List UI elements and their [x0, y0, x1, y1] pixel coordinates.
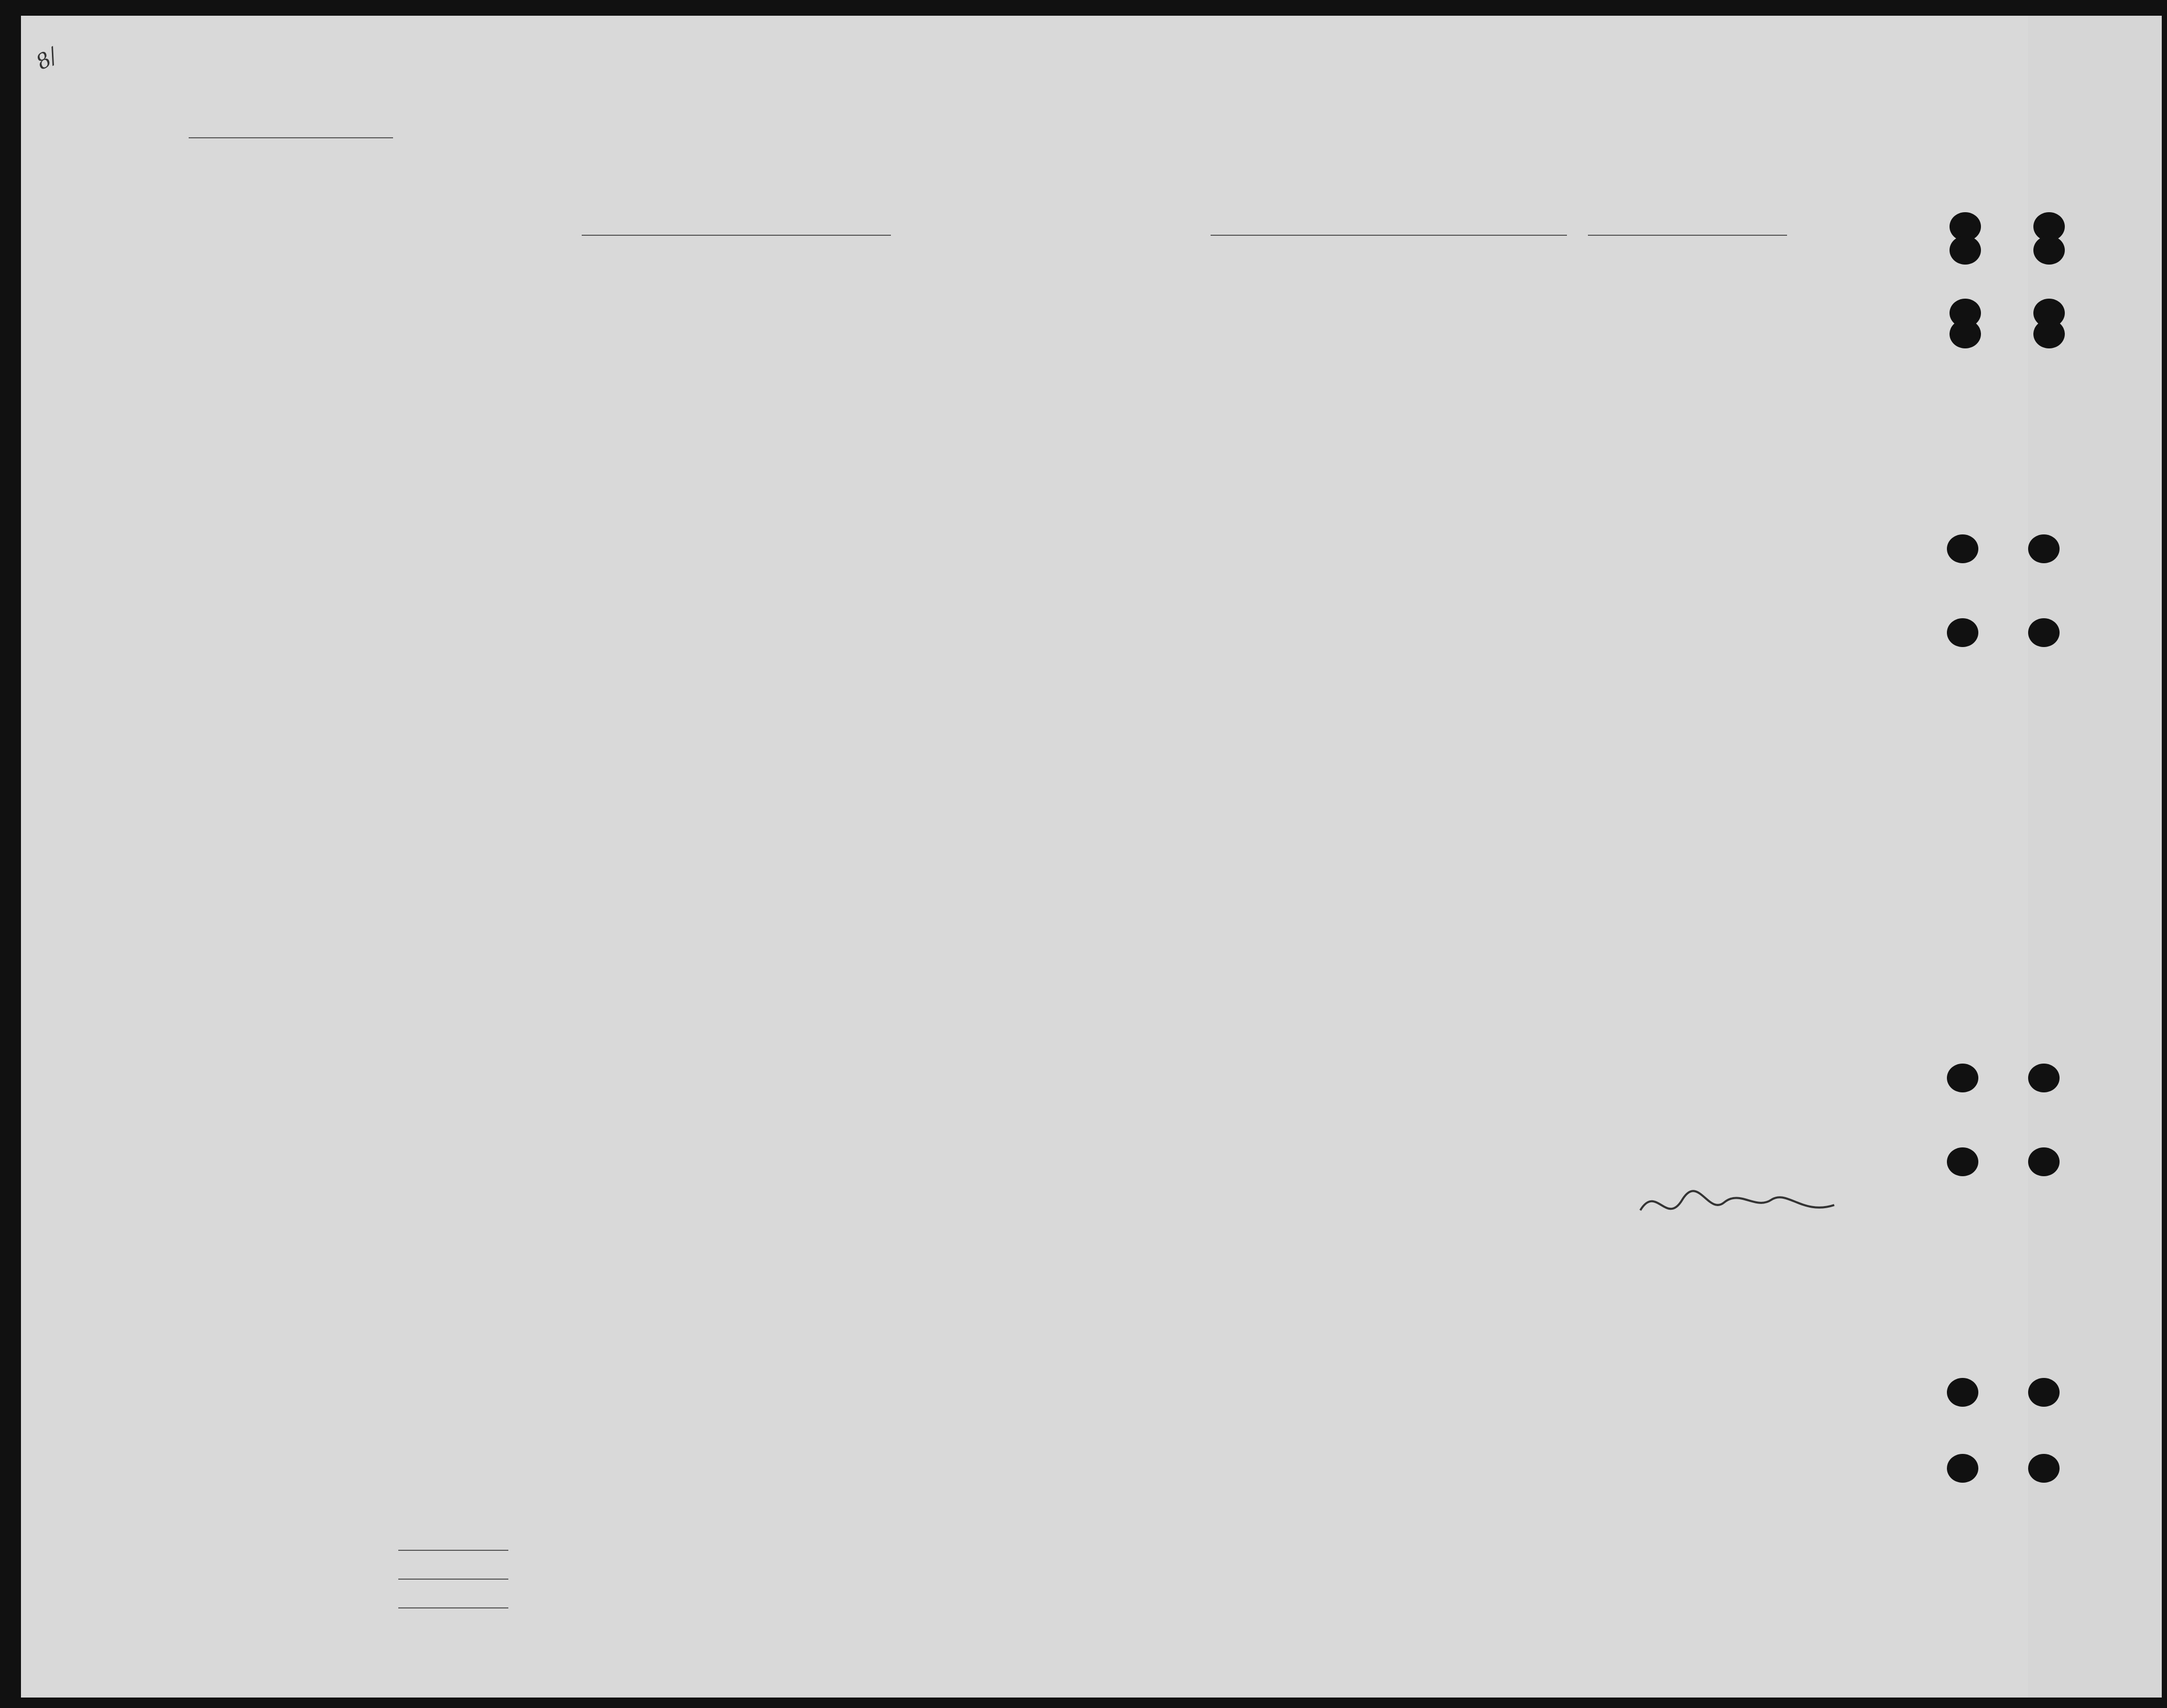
punch-hole	[1947, 1454, 1978, 1483]
punch-hole	[2033, 236, 2065, 265]
punch-hole	[1947, 1064, 1978, 1092]
punch-hole	[1950, 236, 1981, 265]
punch-hole	[2028, 534, 2060, 563]
punch-hole	[1947, 618, 1978, 647]
inspector-signature	[1635, 1179, 1845, 1231]
punch-hole	[2033, 320, 2065, 348]
punch-hole	[2028, 1064, 2060, 1092]
punch-hole	[1947, 1147, 1978, 1176]
punch-hole	[2028, 1454, 2060, 1483]
manifest-page	[21, 16, 2162, 1698]
punch-hole	[1947, 534, 1978, 563]
corner-mark: 8/	[32, 43, 62, 75]
punch-hole	[2028, 1147, 2060, 1176]
punch-hole	[1950, 320, 1981, 348]
punch-hole	[2028, 618, 2060, 647]
next-page-edge	[2028, 16, 2162, 1698]
punch-hole	[1947, 1378, 1978, 1407]
punch-hole	[2028, 1378, 2060, 1407]
